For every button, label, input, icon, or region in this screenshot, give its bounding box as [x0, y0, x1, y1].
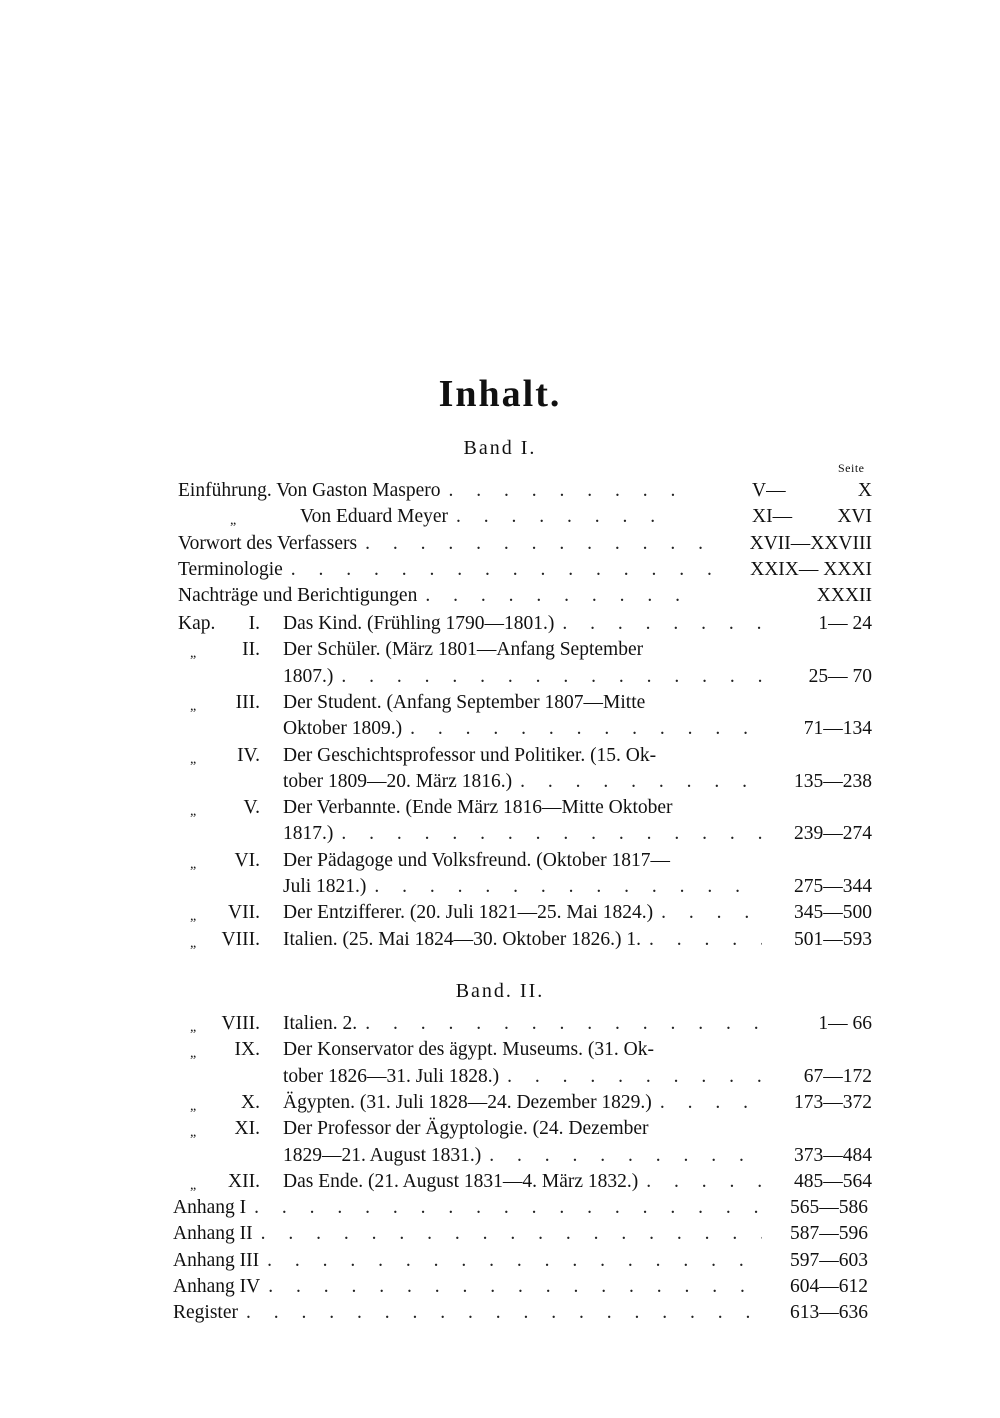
entry-text: [173, 1300, 762, 1326]
dot-leader: [638, 1169, 762, 1195]
chapter-number: XII.: [228, 1170, 260, 1192]
page-range: 239—274: [794, 823, 872, 845]
page-range: 613—636: [790, 1302, 868, 1324]
toc-entry: [0, 1169, 1000, 1195]
ditto-mark: „: [190, 804, 197, 820]
dot-leader: [481, 1143, 762, 1169]
entry-text: [173, 1221, 762, 1247]
page-from: XI—: [752, 506, 793, 528]
dot-leader: [512, 769, 762, 795]
dot-leader: [554, 611, 762, 637]
ditto-mark: „: [190, 1046, 197, 1062]
toc-entry: [0, 848, 1000, 874]
dot-leader: [402, 716, 762, 742]
entry-text: [283, 1064, 762, 1090]
page-range: 67—172: [803, 1065, 872, 1087]
page-range: 25— 70: [808, 665, 872, 687]
entry-title: Vorwort des Verfassers: [178, 532, 358, 554]
chapter-number: VII.: [228, 902, 260, 924]
ditto-mark: „: [190, 1125, 197, 1141]
entry-title: Anhang I: [173, 1197, 247, 1219]
ditto-mark: „: [190, 1177, 197, 1193]
page-range: 173—372: [794, 1091, 872, 1113]
dot-leader: [333, 664, 762, 690]
page-range: 275—344: [794, 876, 872, 897]
entry-text: [178, 531, 718, 557]
chapter-number: IV.: [237, 744, 260, 766]
entry-title: Das Ende. (21. August 1831—4. März 1832.): [283, 1170, 639, 1192]
entry-title: Anhang IV: [173, 1276, 261, 1297]
page-range: 135—238: [794, 770, 872, 792]
page-title: Inhalt.: [438, 373, 562, 415]
toc-entry: [0, 1037, 1000, 1063]
entry-text: [283, 874, 762, 900]
toc-entry: [0, 504, 1000, 530]
entry-text: [300, 504, 660, 530]
entry-text: [283, 611, 762, 637]
chapter-number: X.: [241, 1091, 260, 1113]
entry-text: [173, 1274, 762, 1300]
toc-entry-continuation: [0, 821, 1000, 847]
toc-entry-continuation: [0, 664, 1000, 690]
dot-leader: [441, 478, 688, 504]
dot-leader: [366, 874, 762, 900]
toc-entry: [0, 1011, 1000, 1037]
entry-title: Juli 1821.): [283, 876, 367, 897]
entry-title: Oktober 1809.): [283, 718, 403, 740]
chapter-number: VIII.: [221, 1013, 260, 1034]
page-range: 345—500: [794, 902, 872, 924]
chapter-number: III.: [235, 691, 260, 713]
ditto-mark: „: [190, 935, 197, 951]
page-range: 604—612: [790, 1276, 868, 1297]
entry-title: Das Kind. (Frühling 1790—1801.): [283, 613, 555, 634]
toc-entry: [0, 795, 1000, 821]
entry-text: [173, 1248, 762, 1274]
entry-title: Ägypten. (31. Juli 1828—24. Dezember 1829.): [283, 1091, 652, 1113]
entry-title: Anhang II: [173, 1223, 253, 1245]
entry-text: [283, 716, 762, 742]
ditto-mark: „: [190, 1020, 197, 1035]
seite-label: Seite: [838, 461, 865, 475]
entry-title: tober 1826—31. Juli 1828.): [283, 1065, 500, 1087]
entry-text: [283, 900, 762, 926]
page-range: 501—593: [794, 928, 872, 950]
toc-entry-continuation: [0, 716, 1000, 742]
entry-title: tober 1809—20. März 1816.): [283, 770, 513, 792]
entry-text: [283, 1011, 762, 1037]
chapter-prefix: Kap.: [178, 613, 216, 634]
page-to: XVI: [837, 506, 872, 528]
page-range: XXIX— XXXI: [750, 558, 872, 580]
entry-text: [283, 1169, 762, 1195]
dot-leader: [357, 1011, 762, 1037]
toc-entry-continuation: [0, 1064, 1000, 1090]
page-range: 71—134: [803, 718, 872, 740]
toc-entry: [0, 478, 1000, 504]
entry-title: Italien. 2.: [283, 1013, 358, 1034]
entry-text: [283, 927, 762, 953]
page-range: XVII—XXVIII: [749, 532, 872, 554]
toc-entry: [0, 583, 1000, 609]
dot-leader: [253, 1221, 762, 1247]
chapter-number: II.: [242, 639, 260, 661]
dot-leader: [246, 1195, 762, 1221]
toc-entry: [0, 637, 1000, 663]
entry-text: Der Verbannte. (Ende März 1816—Mitte Oktober: [283, 797, 673, 819]
ditto-mark: „: [230, 513, 237, 529]
entry-text: [283, 769, 762, 795]
ditto-mark: „: [190, 909, 197, 925]
chapter-number: IX.: [234, 1039, 260, 1061]
toc-entry: [0, 1221, 1000, 1247]
toc-entry: [0, 611, 1000, 637]
ditto-mark: „: [190, 751, 197, 767]
band-1-heading: Band I.: [463, 437, 537, 459]
toc-entry: [0, 531, 1000, 557]
chapter-number: I.: [248, 613, 260, 634]
entry-title: 1829—21. August 1831.): [283, 1144, 482, 1166]
entry-text: Der Konservator des ägypt. Museums. (31. Ok-: [283, 1039, 654, 1061]
toc-entry: [0, 1090, 1000, 1116]
toc-entry: [0, 1274, 1000, 1300]
chapter-number: V.: [243, 797, 260, 819]
ditto-mark: „: [190, 856, 197, 872]
page-range: 597—603: [790, 1249, 868, 1271]
dot-leader: [417, 583, 688, 609]
ditto-mark: „: [190, 1098, 197, 1114]
ditto-mark: „: [190, 698, 197, 714]
entry-text: [178, 583, 688, 609]
toc-entry: [0, 1195, 1000, 1221]
toc-entry: [0, 1248, 1000, 1274]
chapter-number: VI.: [234, 849, 260, 871]
entry-title: Italien. (25. Mai 1824—30. Oktober 1826.) 1.: [283, 928, 641, 950]
page-range: XXXII: [816, 585, 872, 607]
dot-leader: [283, 557, 718, 583]
chapter-number: VIII.: [221, 928, 260, 950]
entry-text: [283, 1143, 762, 1169]
page-range: [752, 504, 872, 530]
page-range: 485—564: [794, 1170, 872, 1192]
page-range: 1— 66: [818, 1013, 872, 1034]
entry-text: Der Geschichtsprofessor und Politiker. (15. Ok-: [283, 744, 657, 766]
toc-entry: [0, 1300, 1000, 1326]
entry-title: 1807.): [283, 665, 334, 687]
entry-text: [178, 557, 718, 583]
page-range: 587—596: [790, 1223, 868, 1245]
page-range: 565—586: [790, 1197, 868, 1219]
entry-text: Der Pädagoge und Volksfreund. (Oktober 1817—: [283, 849, 671, 871]
entry-title: Terminologie: [178, 558, 283, 580]
entry-title: Anhang III: [173, 1249, 260, 1271]
toc-entry-continuation: [0, 874, 1000, 900]
page-range: [752, 478, 872, 504]
dot-leader: [652, 1090, 762, 1116]
band-2-heading: Band. II.: [455, 980, 545, 1002]
dot-leader: [333, 821, 762, 847]
dot-leader: [499, 1064, 762, 1090]
toc-entry: [0, 900, 1000, 926]
dot-leader: [653, 900, 762, 926]
page-range: 1— 24: [818, 613, 872, 634]
dot-leader: [357, 531, 718, 557]
page-range: 373—484: [794, 1144, 872, 1166]
page-to: X: [857, 480, 872, 501]
ditto-mark: „: [190, 646, 197, 662]
entry-text: [283, 821, 762, 847]
toc-entry: [0, 743, 1000, 769]
entry-title: Der Entzifferer. (20. Juli 1821—25. Mai 1824.): [283, 902, 654, 924]
dot-leader: [238, 1300, 762, 1326]
toc-entry: [0, 927, 1000, 953]
entry-title: 1817.): [283, 823, 334, 845]
entry-title: Von Eduard Meyer: [300, 506, 449, 528]
toc-entry: [0, 557, 1000, 583]
entry-text: [178, 478, 688, 504]
dot-leader: [259, 1248, 762, 1274]
page-from: V—: [752, 480, 786, 501]
chapter-number: XI.: [234, 1118, 260, 1140]
dot-leader: [448, 504, 660, 530]
entry-title: Nachträge und Berichtigungen: [178, 585, 418, 607]
dot-leader: [641, 927, 762, 953]
entry-text: [173, 1195, 762, 1221]
toc-entry-continuation: [0, 1143, 1000, 1169]
toc-entry-continuation: [0, 769, 1000, 795]
entry-text: Der Student. (Anfang September 1807—Mitte: [283, 691, 646, 713]
entry-text: [283, 664, 762, 690]
entry-title: Einführung. Von Gaston Maspero: [178, 480, 441, 501]
entry-text: Der Schüler. (März 1801—Anfang September: [283, 639, 644, 661]
dot-leader: [260, 1274, 762, 1300]
entry-title: Register: [173, 1302, 238, 1324]
entry-text: Der Professor der Ägyptologie. (24. Dezember: [283, 1118, 649, 1140]
toc-entry: [0, 1116, 1000, 1142]
entry-text: [283, 1090, 762, 1116]
toc-entry: [0, 690, 1000, 716]
